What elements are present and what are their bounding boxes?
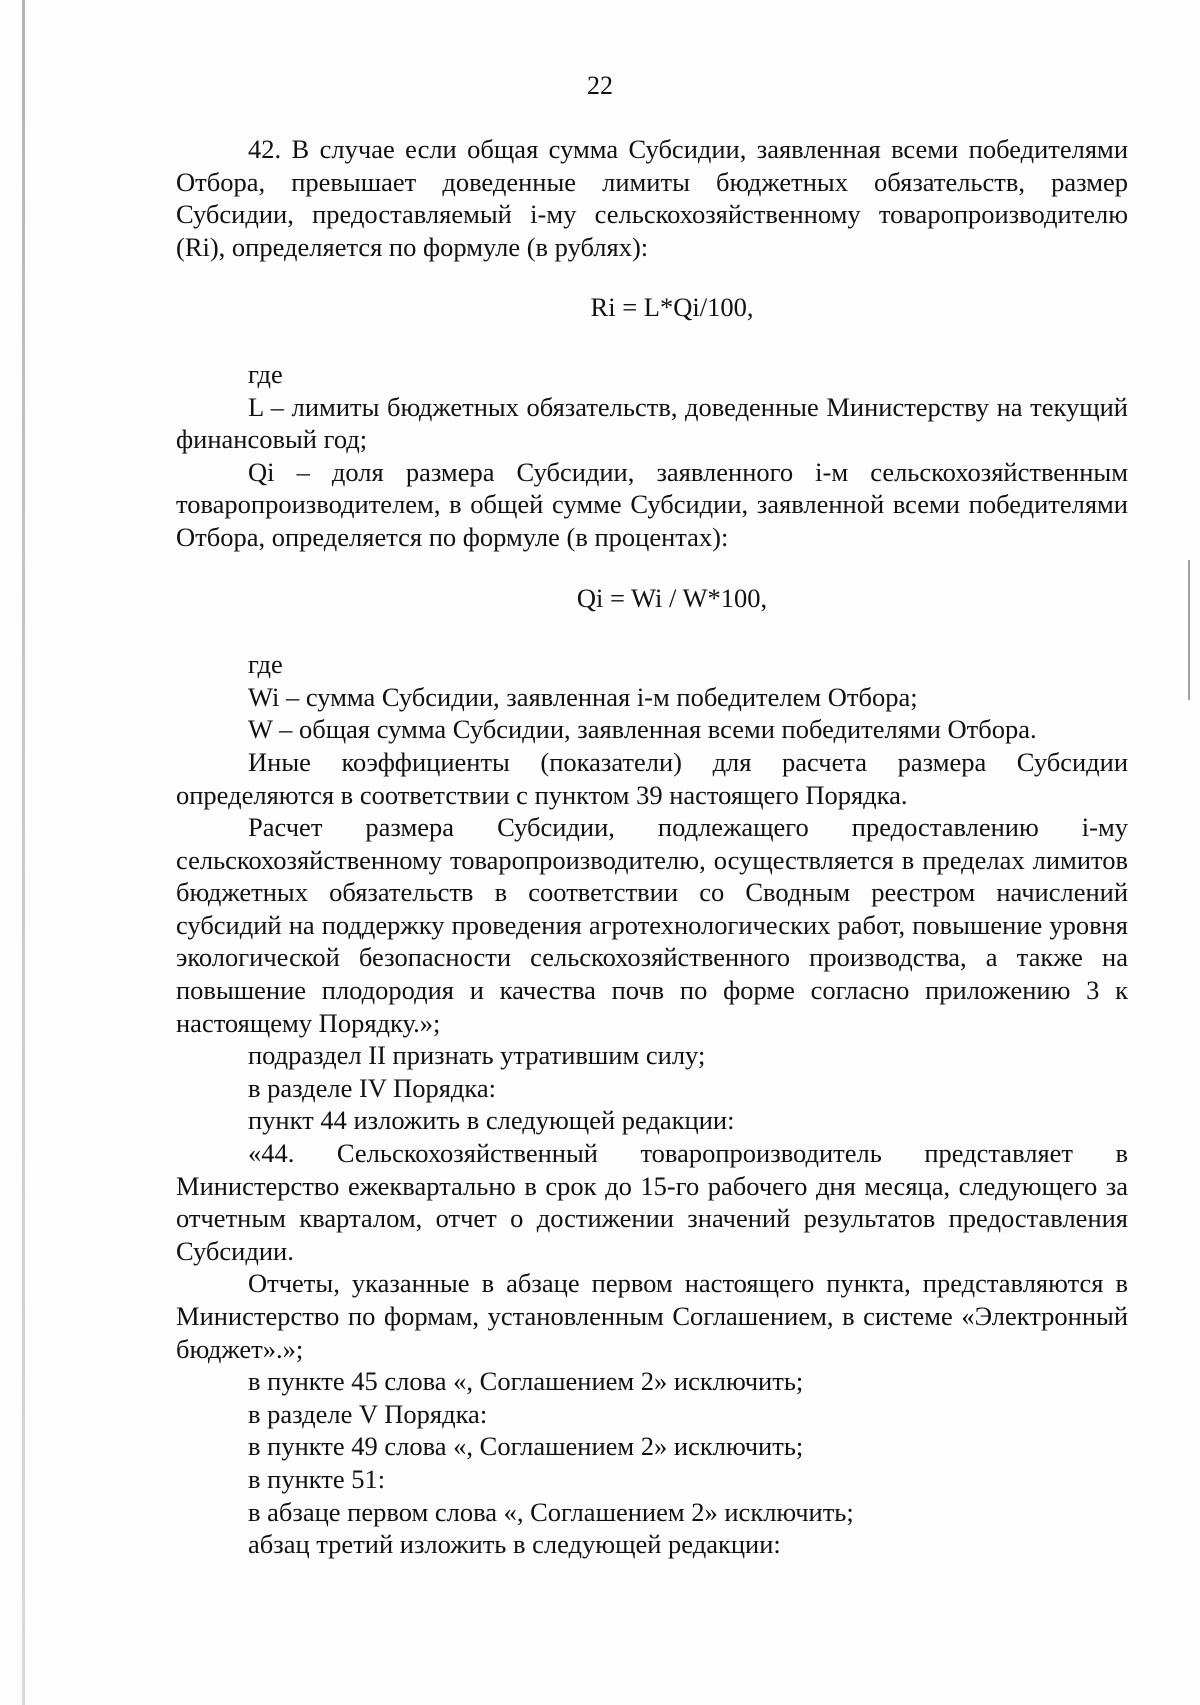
paragraph-subsection-ii: подраздел II признать утратившим силу;: [248, 1040, 706, 1071]
scan-edge-mark: [1188, 560, 1190, 700]
paragraph-section-v: в разделе V Порядка:: [248, 1398, 488, 1429]
paragraph-reports: Отчеты, указанные в абзаце первом настоящего пункта, представляются в Министерство по формам, установленным Соглашением, в системе «Электронный бюджет».»;: [176, 1268, 1128, 1364]
paragraph-point-51: в пункте 51:: [248, 1463, 386, 1494]
paragraph-first-abzac: в абзаце первом слова «, Соглашением 2» исключить;: [248, 1496, 854, 1527]
definition-qi: Qi – доля размера Субсидии, заявленного i-м сельскохозяйственным товаропроизводителем, в общей сумме Субсидии, заявленной всеми победителями Отбора, определяется по формуле (в процентах):: [176, 456, 1128, 552]
paragraph-third-abzac: абзац третий изложить в следующей редакции:: [248, 1529, 781, 1560]
formula-qi: Qi = Wi / W*100,: [576, 582, 768, 613]
definition-wi: Wi – сумма Субсидии, заявленная i-м победителем Отбора;: [248, 681, 918, 712]
definition-l: L – лимиты бюджетных обязательств, доведенные Министерству на текущий финансовый год;: [176, 391, 1128, 455]
page-number: 22: [587, 71, 613, 100]
paragraph-44-text: «44. Сельскохозяйственный товаропроизводитель представляет в Министерство ежеквартально в срок до 15-го рабочего дня месяца, следующего за отчетным кварталом, отчет о достижении значений результатов предоставления Субсидии.: [176, 1138, 1128, 1266]
paragraph-42: 42. В случае если общая сумма Субсидии, заявленная всеми победителями Отбора, превышает доведенные лимиты бюджетных обязательств, размер Субсидии, предоставляемый i-му сельскохозяйственному товаропроизводителю (Ri), определяется по формуле (в рублях):: [176, 134, 1128, 262]
paragraph-section-iv: в разделе IV Порядка:: [248, 1072, 497, 1103]
where-label-2: где: [248, 649, 283, 680]
document-body: [176, 133, 1128, 1561]
paragraph-calculation: Расчет размера Субсидии, подлежащего предоставлению i-му сельскохозяйственному товаропроизводителю, осуществляется в пределах лимитов бюджетных обязательств в соответствии со Сводным реестром начислений субсидий на поддержку проведения агротехнологических работ, повышение уровня экологической безопасности сельскохозяйственного производства, а также на повышение плодородия и качества почв по форме согласно приложению 3 к настоящему Порядку.»;: [176, 812, 1128, 1038]
paragraph-coefficients: Иные коэффициенты (показатели) для расчета размера Субсидии определяются в соответствии с пунктом 39 настоящего Порядка.: [176, 746, 1128, 810]
paragraph-point-49: в пункте 49 слова «, Соглашением 2» исключить;: [248, 1431, 804, 1462]
paragraph-point-44: пункт 44 изложить в следующей редакции:: [248, 1105, 735, 1136]
scan-edge-shadow: [22, 0, 25, 1705]
formula-ri: Ri = L*Qi/100,: [590, 292, 754, 323]
paragraph-point-45: в пункте 45 слова «, Соглашением 2» исключить;: [248, 1366, 804, 1397]
definition-w: W – общая сумма Субсидии, заявленная всеми победителями Отбора.: [248, 714, 1037, 745]
where-label: где: [248, 358, 283, 389]
